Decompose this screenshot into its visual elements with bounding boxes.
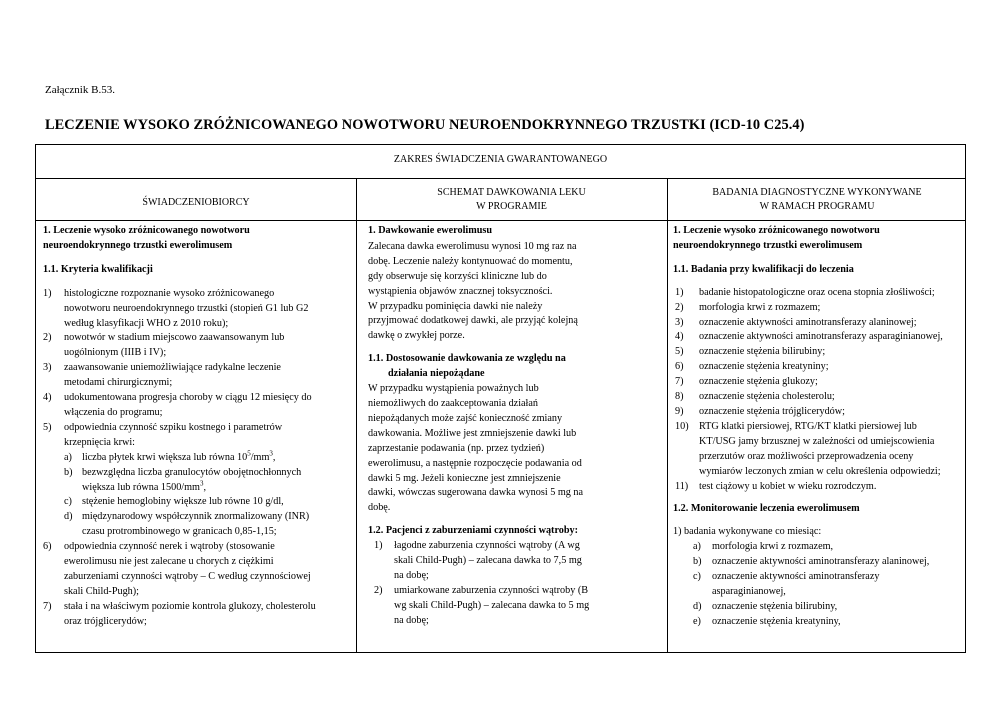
list-item xyxy=(675,360,963,375)
list-item xyxy=(43,331,349,361)
document-title: LECZENIE WYSOKO ZRÓŻNICOWANEGO NOWOTWORU NEUROENDOKRYNNEGO TRZUSTKI (ICD-10 C25.4) xyxy=(45,117,805,133)
list-number: 5) xyxy=(43,421,52,433)
list-number: 6) xyxy=(675,361,684,373)
monitoring-tests-list xyxy=(673,540,963,629)
subsection-heading: 1.1. Badania przy kwalifikacji do leczenia xyxy=(673,263,854,275)
section-heading: 1. Leczenie wysoko zróżnicowanego nowotworu neuroendokrynnego trzustki ewerolimusem xyxy=(673,225,880,251)
list-number: 2) xyxy=(43,332,52,344)
list-text: oznaczenie stężenia kreatyniny, xyxy=(712,615,841,627)
list-text: odpowiednia czynność szpiku kostnego i parametrów krzepnięcia krwi: xyxy=(64,421,283,448)
list-item xyxy=(693,540,963,555)
list-item: a) liczba płytek krwi większa lub równa $10^5/mm^3$, xyxy=(64,449,276,463)
list-text: oznaczenie stężenia bilirubiny, xyxy=(712,600,838,612)
list-number: 2) xyxy=(675,301,684,313)
list-number: 4) xyxy=(675,331,684,343)
list-text: oznaczenie aktywności aminotransferazy alaninowej, xyxy=(712,556,930,568)
section-heading: 1. Leczenie wysoko zróżnicowanego nowotworu neuroendokrynnego trzustki ewerolimusem xyxy=(43,225,250,251)
list-item: 7) stała i na właściwym poziomie kontrola glukozy, cholesterolu oraz trójglicerydów; xyxy=(43,600,316,627)
list-item: b) bezwzględna liczba granulocytów obojętnochłonnych większa lub równa $1500/mm^3$, xyxy=(64,466,302,493)
list-text: oznaczenie stężenia glukozy; xyxy=(699,376,818,388)
list-item xyxy=(693,570,963,600)
list-number: 5) xyxy=(675,346,684,358)
list-item xyxy=(675,405,963,420)
diagnostics-column xyxy=(673,224,963,630)
column-header-diagnostics: BADANIA DIAGNOSTYCZNE WYKONYWANE W RAMACH PROGRAMU xyxy=(667,179,966,221)
list-item xyxy=(43,361,349,391)
criteria-sublist xyxy=(43,451,349,540)
list-text: oznaczenie stężenia bilirubiny; xyxy=(699,346,826,358)
subsection-heading: 1.2. Pacjenci z zaburzeniami czynności wątroby: xyxy=(368,525,579,537)
list-number: 2) xyxy=(374,584,383,596)
list-text: łagodne zaburzenia czynności wątroby (A wg skali Child-Pugh) – zalecana dawka to 7,5 mg na dobę; xyxy=(394,540,582,581)
list-item xyxy=(675,286,963,301)
list-item xyxy=(675,480,963,495)
list-text: RTG klatki piersiowej, RTG/KT klatki piersiowej lub KT/USG jamy brzusznej w zależności od umiejscowienia przerzutów oraz możliwości przeprowadzenia oceny wymiarów leczonych zmian w celu określenia odpowiedzi; xyxy=(699,420,941,477)
list-item xyxy=(675,420,963,480)
beneficiaries-column xyxy=(43,224,349,630)
column-header-dosage: SCHEMAT DAWKOWANIA LEKU W PROGRAMIE xyxy=(356,179,667,221)
list-item xyxy=(675,375,963,390)
paragraph: W przypadku wystąpienia poważnych lub niemożliwych do zaakceptowania działań niepożądanych może zajść konieczność zmiany dawkowania. Możliwe jest zmniejszenie dawki lub zaprzestanie podawania (np. przez tydzień) ewerolimusu, a następnie rozpoczęcie podawania od dawki 5 mg. Jeżeli konieczne jest zmniejszenie dawki, wówczas sugerowana dawka wynosi 5 mg na dobę. xyxy=(368,383,584,514)
subsection-heading: 1.2. Monitorowanie leczenia ewerolimusem xyxy=(673,503,860,515)
dosage-list xyxy=(368,539,658,628)
list-number: 3) xyxy=(43,362,52,374)
list-text: oznaczenie stężenia cholesterolu; xyxy=(699,391,835,403)
list-item xyxy=(43,421,349,451)
list-text: oznaczenie stężenia trójglicerydów; xyxy=(699,405,845,417)
list-text: morfologia krwi z rozmazem, xyxy=(712,541,834,553)
column-divider xyxy=(667,179,668,653)
range-header: ZAKRES ŚWIADCZENIA GWARANTOWANEGO xyxy=(36,145,965,179)
qualification-tests-list xyxy=(673,286,963,495)
list-item xyxy=(675,330,963,345)
list-number: 10) xyxy=(675,420,689,432)
list-text: nowotwór w stadium miejscowo zaawansowanym lub uogólnionym (IIIB i IV); xyxy=(64,332,285,359)
list-text: test ciążowy u kobiet w wieku rozrodczym. xyxy=(699,480,877,492)
list-item xyxy=(675,345,963,360)
paragraph: 1) badania wykonywane co miesiąc: xyxy=(673,526,822,538)
annex-label: Załącznik B.53. xyxy=(45,84,115,96)
list-number: 3) xyxy=(675,316,684,328)
list-item xyxy=(675,301,963,316)
list-text: oznaczenie aktywności aminotransferazy alaninowej; xyxy=(699,316,917,328)
list-number: a) xyxy=(693,541,701,553)
list-item xyxy=(693,555,963,570)
list-number: 8) xyxy=(675,391,684,403)
list-number: b) xyxy=(693,556,702,568)
list-number: 9) xyxy=(675,405,684,417)
list-number: d) xyxy=(693,600,702,612)
list-number: 4) xyxy=(43,392,52,404)
list-text: oznaczenie stężenia kreatyniny; xyxy=(699,361,829,373)
program-table xyxy=(35,144,966,653)
list-number: 7) xyxy=(675,376,684,388)
list-text: morfologia krwi z rozmazem; xyxy=(699,301,821,313)
list-item xyxy=(374,539,658,584)
criteria-list xyxy=(43,287,349,451)
dosage-column xyxy=(368,224,658,629)
list-number: 1) xyxy=(374,540,383,552)
list-text: zaawansowanie uniemożliwiające radykalne leczenie metodami chirurgicznymi; xyxy=(64,362,281,389)
list-item xyxy=(374,584,658,629)
column-divider xyxy=(356,179,357,653)
column-header-beneficiaries: ŚWIADCZENIOBIORCY xyxy=(36,179,356,221)
list-item xyxy=(43,391,349,421)
list-number: 1) xyxy=(675,286,684,298)
list-item xyxy=(693,615,963,630)
paragraph: Zalecana dawka ewerolimusu wynosi 10 mg raz na dobę. Leczenie należy kontynuować do momentu, gdy obserwuje się korzyści kliniczne lub do wystąpienia objawów znacznej toksyczności. W przypadku pominięcia dawki nie należy przyjmować dodatkowej dawki, ale przyjąć kolejną dawkę o zwykłej porze. xyxy=(368,240,578,342)
list-text: oznaczenie aktywności aminotransferazy asparaginianowej, xyxy=(699,331,943,343)
list-number: e) xyxy=(693,615,701,627)
section-heading: 1. Dawkowanie ewerolimusu xyxy=(368,225,493,236)
list-item xyxy=(675,316,963,331)
list-text: badanie histopatologiczne oraz ocena stopnia złośliwości; xyxy=(699,286,935,298)
list-item: d) międzynarodowy współczynnik znormalizowany (INR) czasu protrombinowego w granicach 0,85-1,15; xyxy=(64,511,310,538)
list-item: c) stężenie hemoglobiny większe lub równe 10 g/dl, xyxy=(64,496,284,508)
list-item xyxy=(43,287,349,332)
list-item xyxy=(693,600,963,615)
list-number: c) xyxy=(693,571,701,583)
list-number: 1) xyxy=(43,287,52,299)
list-text: histologiczne rozpoznanie wysoko zróżnicowanego nowotworu neuroendokrynnego trzustki (stopień G1 lub G2 według klasyfikacji WHO z 2010 roku); xyxy=(64,287,309,329)
list-item xyxy=(675,390,963,405)
list-number: 11) xyxy=(675,480,689,492)
list-text: umiarkowane zaburzenia czynności wątroby (B wg skali Child-Pugh) – zalecana dawka to 5 mg na dobę; xyxy=(394,584,590,626)
list-text: oznaczenie aktywności aminotransferazy asparaginianowej, xyxy=(712,571,880,597)
subsection-heading: 1.1. Dostosowanie dawkowania ze względu na działania niepożądane xyxy=(368,353,566,380)
list-text: udokumentowana progresja choroby w ciągu 12 miesięcy do włączenia do programu; xyxy=(64,392,312,418)
list-item: 6) odpowiednia czynność nerek i wątroby (stosowanie ewerolimusu nie jest zalecane u chorych z ciężkimi zaburzeniami czynności wątroby – C według czynnościowej skali Child-Pugh); xyxy=(43,541,311,597)
subsection-heading: 1.1. Kryteria kwalifikacji xyxy=(43,263,153,275)
